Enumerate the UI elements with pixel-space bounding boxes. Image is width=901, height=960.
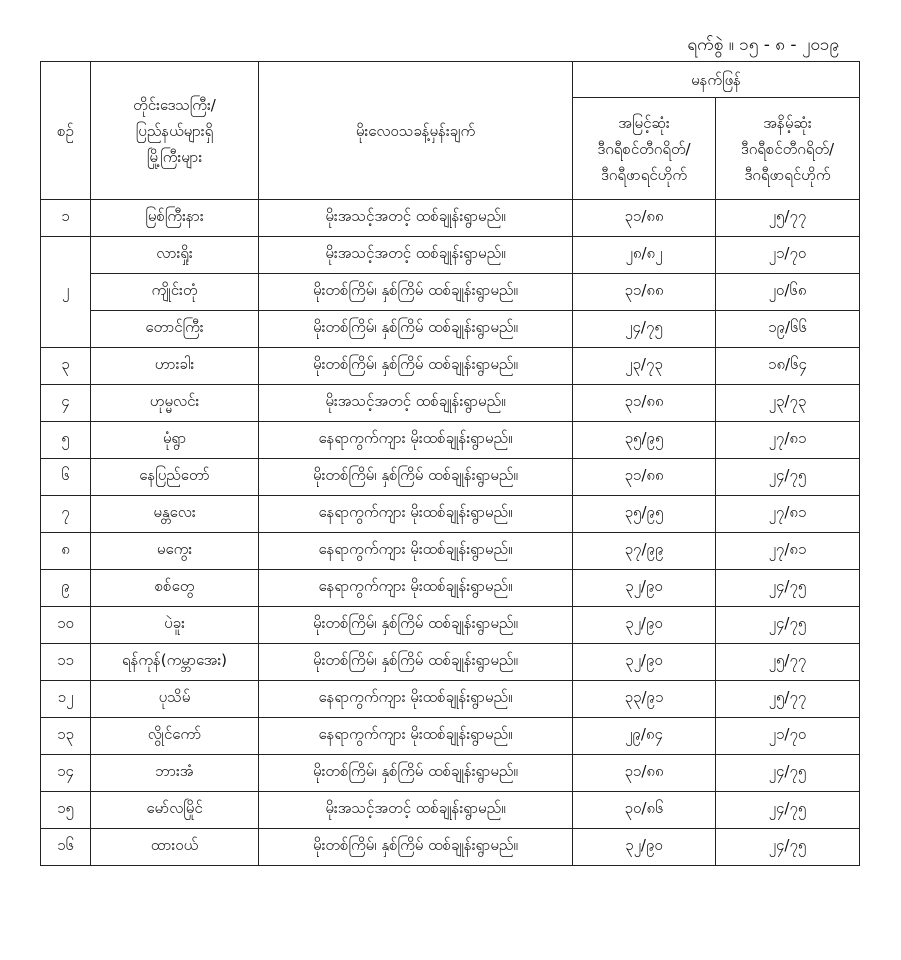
table-row <box>41 311 860 348</box>
table-row <box>41 718 860 755</box>
table-row <box>41 385 860 422</box>
row-no: ၂ <box>41 237 91 348</box>
row-forecast: မိုးတစ်ကြိမ်၊ နှစ်ကြိမ် ထစ်ချုန်းရွာမည်။ <box>259 755 573 792</box>
header-forecast: မိုးလေဝသခန့်မှန်းချက် <box>259 62 573 200</box>
row-city: ပုသိမ် <box>91 681 259 718</box>
row-forecast: မိုးအသင့်အတင့် ထစ်ချုန်းရွာမည်။ <box>259 200 573 237</box>
table-row <box>41 200 860 237</box>
row-city: မော်လမြိုင် <box>91 792 259 829</box>
table-row <box>41 607 860 644</box>
row-min-temp: ၂၄/၇၅ <box>716 607 860 644</box>
row-max-temp: ၃၁/၈၈ <box>573 385 716 422</box>
row-max-temp: ၃၁/၈၈ <box>573 459 716 496</box>
row-city: လွိုင်ကော် <box>91 718 259 755</box>
row-forecast: မိုးတစ်ကြိမ်၊ နှစ်ကြိမ် ထစ်ချုန်းရွာမည်။ <box>259 274 573 311</box>
row-max-temp: ၂၄/၇၅ <box>573 311 716 348</box>
row-no: ၁၅ <box>41 792 91 829</box>
row-min-temp: ၁၈/၆၄ <box>716 348 860 385</box>
row-forecast: မိုးတစ်ကြိမ်၊ နှစ်ကြိမ် ထစ်ချုန်းရွာမည်။ <box>259 644 573 681</box>
row-city: ဟားခါး <box>91 348 259 385</box>
row-city: နေပြည်တော် <box>91 459 259 496</box>
row-min-temp: ၂၄/၇၅ <box>716 829 860 866</box>
header-max-line: ဒီဂရီစင်တီဂရိတ်/ <box>597 139 691 158</box>
header-city <box>91 62 259 200</box>
header-min-temp <box>716 98 860 200</box>
table-header <box>41 62 860 200</box>
row-max-temp: ၃၂/၉၀ <box>573 829 716 866</box>
header-max-line: ဒီဂရီဖာရင်ဟိုက် <box>600 165 688 184</box>
row-forecast: မိုးအသင့်အတင့် ထစ်ချုန်းရွာမည်။ <box>259 237 573 274</box>
header-min-line: ဒီဂရီဖာရင်ဟိုက် <box>744 165 831 184</box>
row-city: ရန်ကုန်(ကမ္ဘာအေး) <box>91 644 259 681</box>
table-row <box>41 681 860 718</box>
table-row <box>41 792 860 829</box>
row-max-temp: ၃၁/၈၈ <box>573 200 716 237</box>
row-max-temp: ၂၉/၈၄ <box>573 718 716 755</box>
table-row <box>41 348 860 385</box>
row-max-temp: ၃၂/၉၀ <box>573 644 716 681</box>
table-row <box>41 274 860 311</box>
header-min-line: ဒီဂရီစင်တီဂရိတ်/ <box>740 139 835 158</box>
row-max-temp: ၃၅/၉၅ <box>573 496 716 533</box>
header-tomorrow: မနက်ဖြန် <box>573 62 860 98</box>
row-min-temp: ၂၄/၇၅ <box>716 792 860 829</box>
row-city: ဘားအံ <box>91 755 259 792</box>
table-row <box>41 570 860 607</box>
row-no: ၆ <box>41 459 91 496</box>
row-max-temp: ၂၃/၇၃ <box>573 348 716 385</box>
row-min-temp: ၂၅/၇၇ <box>716 200 860 237</box>
header-city-line: ပြည်နယ်များရှိ <box>135 121 214 140</box>
row-max-temp: ၃၁/၈၈ <box>573 755 716 792</box>
row-max-temp: ၃၃/၉၁ <box>573 681 716 718</box>
row-forecast: နေရာကွက်ကျား မိုးထစ်ချုန်းရွာမည်။ <box>259 681 573 718</box>
row-min-temp: ၂၇/၈၁ <box>716 496 860 533</box>
row-no: ၈ <box>41 533 91 570</box>
row-forecast: နေရာကွက်ကျား မိုးထစ်ချုန်းရွာမည်။ <box>259 422 573 459</box>
row-max-temp: ၃၂/၉၀ <box>573 607 716 644</box>
row-forecast: မိုးတစ်ကြိမ်၊ နှစ်ကြိမ် ထစ်ချုန်းရွာမည်။ <box>259 607 573 644</box>
row-no: ၁၃ <box>41 718 91 755</box>
row-max-temp: ၃၇/၉၉ <box>573 533 716 570</box>
row-min-temp: ၂၃/၇၃ <box>716 385 860 422</box>
table-row <box>41 829 860 866</box>
row-forecast: မိုးအသင့်အတင့် ထစ်ချုန်းရွာမည်။ <box>259 792 573 829</box>
weather-forecast-table <box>40 61 860 866</box>
row-no: ၅ <box>41 422 91 459</box>
table-row <box>41 459 860 496</box>
table-row <box>41 533 860 570</box>
row-max-temp: ၃၅/၉၅ <box>573 422 716 459</box>
row-min-temp: ၂၁/၇၀ <box>716 718 860 755</box>
row-min-temp: ၂၄/၇၅ <box>716 459 860 496</box>
row-city: မုံရွာ <box>91 422 259 459</box>
row-forecast: နေရာကွက်ကျား မိုးထစ်ချုန်းရွာမည်။ <box>259 718 573 755</box>
row-city: လားရှိုး <box>91 237 259 274</box>
row-city: မြစ်ကြီးနား <box>91 200 259 237</box>
row-city: ထားဝယ် <box>91 829 259 866</box>
row-forecast: နေရာကွက်ကျား မိုးထစ်ချုန်းရွာမည်။ <box>259 570 573 607</box>
row-city: စစ်တွေ <box>91 570 259 607</box>
row-forecast: မိုးတစ်ကြိမ်၊ နှစ်ကြိမ် ထစ်ချုန်းရွာမည်။ <box>259 829 573 866</box>
row-min-temp: ၂၄/၇၅ <box>716 755 860 792</box>
row-no: ၁၂ <box>41 681 91 718</box>
row-no: ၁၁ <box>41 644 91 681</box>
row-min-temp: ၂၁/၇၀ <box>716 237 860 274</box>
header-no: စဉ် <box>41 62 91 200</box>
row-forecast: မိုးတစ်ကြိမ်၊ နှစ်ကြိမ် ထစ်ချုန်းရွာမည်။ <box>259 348 573 385</box>
table-row <box>41 496 860 533</box>
row-min-temp: ၂၄/၇၅ <box>716 570 860 607</box>
row-city: ဟုမ္မလင်း <box>91 385 259 422</box>
row-min-temp: ၂၅/၇၇ <box>716 644 860 681</box>
row-no: ၁၀ <box>41 607 91 644</box>
row-no: ၁ <box>41 200 91 237</box>
row-no: ၁၄ <box>41 755 91 792</box>
table-row <box>41 237 860 274</box>
header-min-line: အနိမ့်ဆုံး <box>763 113 812 132</box>
row-min-temp: ၂၇/၈၁ <box>716 422 860 459</box>
row-forecast: မိုးတစ်ကြိမ်၊ နှစ်ကြိမ် ထစ်ချုန်းရွာမည်။ <box>259 459 573 496</box>
row-max-temp: ၃၂/၉၀ <box>573 570 716 607</box>
header-max-temp <box>573 98 716 200</box>
row-max-temp: ၂၈/၈၂ <box>573 237 716 274</box>
row-forecast: နေရာကွက်ကျား မိုးထစ်ချုန်းရွာမည်။ <box>259 533 573 570</box>
row-no: ၁၆ <box>41 829 91 866</box>
row-city: မန္တလေး <box>91 496 259 533</box>
row-city: ကျိုင်းတုံ <box>91 274 259 311</box>
row-city: ပဲခူး <box>91 607 259 644</box>
row-forecast: မိုးတစ်ကြိမ်၊ နှစ်ကြိမ် ထစ်ချုန်းရွာမည်။ <box>259 311 573 348</box>
report-date: ရက်စွဲ ။ ၁၅ - ၈ - ၂၀၁၉ <box>687 35 839 55</box>
row-forecast: မိုးအသင့်အတင့် ထစ်ချုန်းရွာမည်။ <box>259 385 573 422</box>
row-min-temp: ၂၀/၆၈ <box>716 274 860 311</box>
header-city-line: မြို့ကြီးများ <box>146 147 203 166</box>
row-city: တောင်ကြီး <box>91 311 259 348</box>
row-max-temp: ၃၀/၈၆ <box>573 792 716 829</box>
row-min-temp: ၂၇/၈၁ <box>716 533 860 570</box>
row-no: ၄ <box>41 385 91 422</box>
table-row <box>41 422 860 459</box>
row-no: ၉ <box>41 570 91 607</box>
row-max-temp: ၃၁/၈၈ <box>573 274 716 311</box>
row-min-temp: ၁၉/၆၆ <box>716 311 860 348</box>
table-row <box>41 755 860 792</box>
row-city: မကွေး <box>91 533 259 570</box>
row-no: ၃ <box>41 348 91 385</box>
table-body <box>41 200 860 866</box>
header-city-line: တိုင်းဒေသကြီး/ <box>133 95 216 114</box>
row-no: ၇ <box>41 496 91 533</box>
header-max-line: အမြင့်ဆုံး <box>618 113 670 132</box>
row-min-temp: ၂၅/၇၇ <box>716 681 860 718</box>
row-forecast: နေရာကွက်ကျား မိုးထစ်ချုန်းရွာမည်။ <box>259 496 573 533</box>
table-row <box>41 644 860 681</box>
